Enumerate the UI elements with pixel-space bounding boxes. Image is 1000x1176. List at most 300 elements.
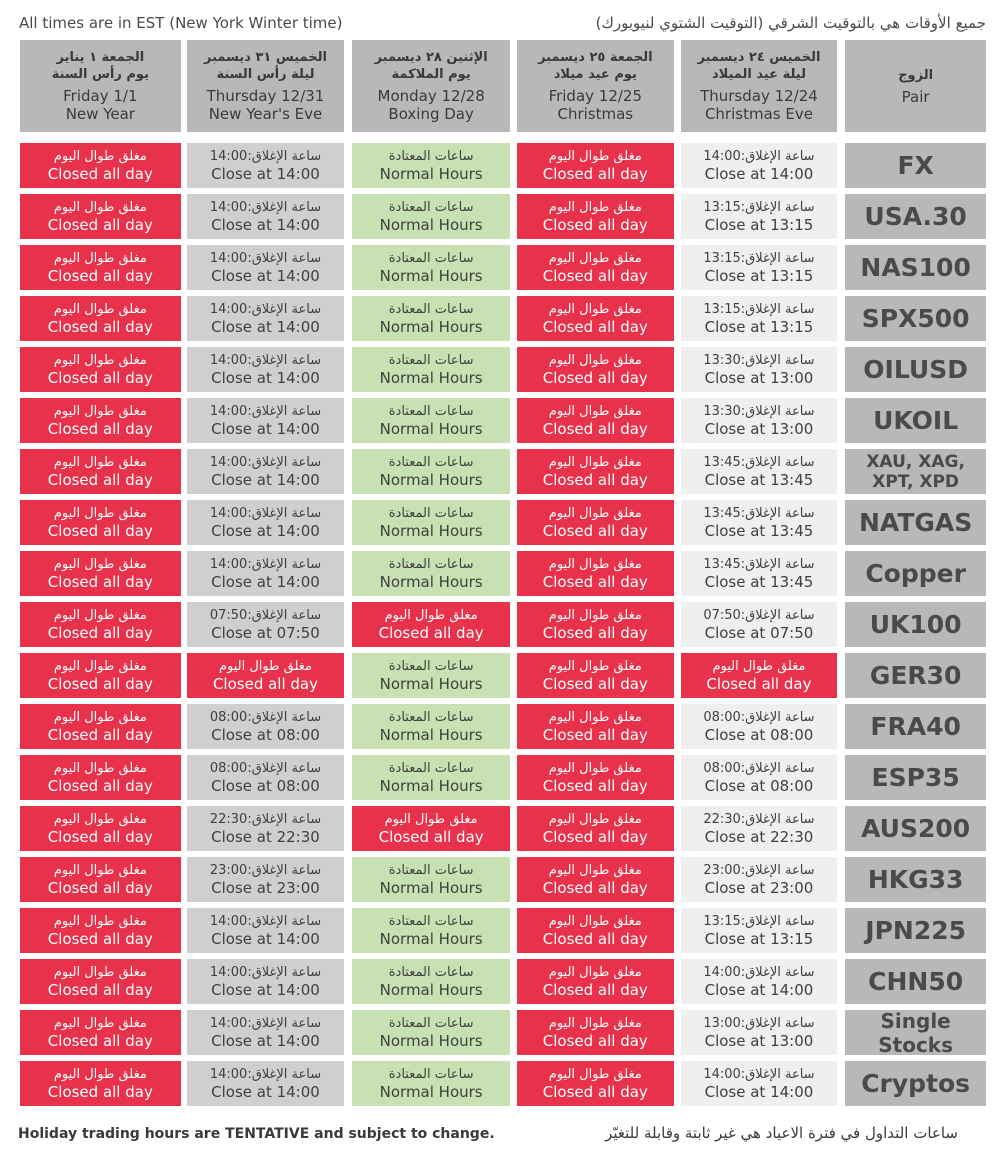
status-close-time-cell bbox=[187, 194, 345, 239]
status-text-en: Closed all day bbox=[47, 828, 153, 846]
status-closed-cell bbox=[517, 908, 674, 953]
table-row bbox=[20, 194, 986, 239]
status-closed-cell bbox=[352, 806, 510, 851]
pair-label: HKG33 bbox=[845, 857, 986, 902]
status-text-en: Close at 08:00 bbox=[211, 726, 320, 744]
status-close-time-cell bbox=[681, 602, 838, 647]
status-text-ar: ساعة الإغلاق:14:00 bbox=[209, 353, 322, 368]
status-text-en: Closed all day bbox=[542, 369, 648, 387]
status-closed-cell bbox=[20, 1010, 181, 1055]
status-text-ar: ساعة الإغلاق:13:15 bbox=[703, 251, 815, 266]
status-text-en: Closed all day bbox=[542, 267, 648, 285]
status-text-en: Normal Hours bbox=[379, 879, 483, 897]
status-text-ar: ساعة الإغلاق:14:00 bbox=[209, 251, 322, 266]
status-normal-cell bbox=[352, 704, 510, 749]
status-text-en: Closed all day bbox=[542, 573, 648, 591]
status-text-en: Closed all day bbox=[47, 471, 153, 489]
status-text-en: Closed all day bbox=[47, 369, 153, 387]
table-row bbox=[20, 755, 986, 800]
header-en-line1: Friday 1/1 bbox=[63, 87, 138, 105]
status-text-en: Close at 13:45 bbox=[704, 471, 814, 489]
status-text-ar: ساعات المعتادة bbox=[388, 914, 474, 929]
status-text-ar: ساعة الإغلاق:13:30 bbox=[703, 353, 815, 368]
status-closed-cell bbox=[20, 959, 181, 1004]
status-text-en: Closed all day bbox=[542, 777, 648, 795]
table-row bbox=[20, 551, 986, 596]
status-text-ar: ساعة الإغلاق:14:00 bbox=[209, 914, 322, 929]
table-row bbox=[20, 806, 986, 851]
header-en-line1: Thursday 12/31 bbox=[206, 87, 325, 105]
header-ar-line1: الجمعة ١ يناير bbox=[56, 50, 145, 65]
status-text-en: Normal Hours bbox=[379, 318, 483, 336]
status-text-ar: ساعة الإغلاق:14:00 bbox=[209, 1016, 322, 1031]
header-en-line1: Monday 12/28 bbox=[377, 87, 485, 105]
table-row bbox=[20, 500, 986, 545]
status-text-en: Close at 23:00 bbox=[704, 879, 814, 897]
status-text-ar: ساعة الإغلاق:13:00 bbox=[703, 1016, 815, 1031]
status-closed-cell bbox=[517, 296, 674, 341]
status-text-en: Close at 14:00 bbox=[211, 522, 320, 540]
status-text-en: Normal Hours bbox=[379, 522, 483, 540]
header-en-line1: Friday 12/25 bbox=[548, 87, 643, 105]
status-text-ar: مغلق طوال اليوم bbox=[548, 506, 642, 521]
status-close-time-cell bbox=[681, 449, 838, 494]
status-text-ar: ساعة الإغلاق:23:00 bbox=[703, 863, 815, 878]
status-text-ar: مغلق طوال اليوم bbox=[53, 149, 147, 164]
table-row bbox=[20, 653, 986, 698]
status-text-ar: ساعة الإغلاق:13:15 bbox=[703, 200, 815, 215]
status-text-en: Close at 07:50 bbox=[704, 624, 814, 642]
status-normal-cell bbox=[352, 959, 510, 1004]
status-text-ar: مغلق طوال اليوم bbox=[548, 149, 642, 164]
status-text-en: Close at 14:00 bbox=[211, 1083, 320, 1101]
status-close-time-cell bbox=[681, 143, 838, 188]
status-closed-cell bbox=[20, 245, 181, 290]
status-normal-cell bbox=[352, 194, 510, 239]
status-closed-cell bbox=[20, 143, 181, 188]
status-text-en: Closed all day bbox=[542, 522, 648, 540]
status-text-en: Close at 13:15 bbox=[704, 930, 814, 948]
status-text-en: Close at 22:30 bbox=[211, 828, 320, 846]
status-close-time-cell bbox=[187, 1010, 345, 1055]
pair-label: Copper bbox=[845, 551, 986, 596]
header-en-line2: New Year bbox=[65, 105, 135, 123]
pair-label: FRA40 bbox=[845, 704, 986, 749]
status-text-en: Close at 08:00 bbox=[211, 777, 320, 795]
header-ar-line1: الزوج bbox=[898, 67, 934, 83]
status-text-en: Closed all day bbox=[542, 981, 648, 999]
status-text-ar: ساعات المعتادة bbox=[388, 761, 474, 776]
status-text-ar: مغلق طوال اليوم bbox=[548, 353, 642, 368]
status-closed-cell bbox=[517, 755, 674, 800]
status-text-en: Normal Hours bbox=[379, 726, 483, 744]
status-text-ar: ساعة الإغلاق:14:00 bbox=[209, 302, 322, 317]
status-close-time-cell bbox=[187, 296, 345, 341]
status-closed-cell bbox=[517, 1061, 674, 1106]
status-closed-cell bbox=[517, 1010, 674, 1055]
status-text-ar: ساعة الإغلاق:22:30 bbox=[209, 812, 322, 827]
status-text-ar: مغلق طوال اليوم bbox=[53, 863, 147, 878]
status-text-ar: مغلق طوال اليوم bbox=[548, 761, 642, 776]
header-en-line2: New Year's Eve bbox=[208, 105, 323, 123]
status-close-time-cell bbox=[187, 449, 345, 494]
header-ar-line2: يوم عيد ميلاد bbox=[553, 67, 637, 82]
status-text-en: Closed all day bbox=[47, 879, 153, 897]
table-row bbox=[20, 398, 986, 443]
status-closed-cell bbox=[20, 398, 181, 443]
pair-label: NAS100 bbox=[845, 245, 986, 290]
status-text-ar: مغلق طوال اليوم bbox=[53, 557, 147, 572]
status-text-ar: ساعة الإغلاق:13:45 bbox=[703, 557, 815, 572]
header-en-line2: Boxing Day bbox=[388, 105, 474, 123]
status-closed-cell bbox=[517, 551, 674, 596]
status-close-time-cell bbox=[187, 1061, 345, 1106]
status-close-time-cell bbox=[187, 602, 345, 647]
status-text-en: Close at 13:15 bbox=[704, 318, 814, 336]
status-close-time-cell bbox=[681, 398, 838, 443]
status-text-ar: مغلق طوال اليوم bbox=[548, 1016, 642, 1031]
status-text-en: Closed all day bbox=[542, 318, 648, 336]
status-close-time-cell bbox=[187, 551, 345, 596]
status-close-time-cell bbox=[681, 1061, 838, 1106]
status-closed-cell bbox=[517, 398, 674, 443]
status-text-en: Closed all day bbox=[212, 675, 318, 693]
status-closed-cell bbox=[20, 908, 181, 953]
status-text-en: Close at 14:00 bbox=[211, 930, 320, 948]
status-text-en: Close at 14:00 bbox=[704, 1083, 814, 1101]
status-close-time-cell bbox=[187, 143, 345, 188]
table-row bbox=[20, 245, 986, 290]
status-close-time-cell bbox=[187, 347, 345, 392]
status-text-en: Close at 14:00 bbox=[211, 216, 320, 234]
status-text-ar: ساعة الإغلاق:08:00 bbox=[703, 710, 815, 725]
status-close-time-cell bbox=[681, 347, 838, 392]
status-text-ar: مغلق طوال اليوم bbox=[548, 302, 642, 317]
status-text-ar: ساعات المعتادة bbox=[388, 659, 474, 674]
status-closed-cell bbox=[517, 500, 674, 545]
status-text-en: Normal Hours bbox=[379, 1083, 483, 1101]
status-closed-cell bbox=[517, 704, 674, 749]
status-text-ar: مغلق طوال اليوم bbox=[712, 659, 806, 674]
status-text-en: Close at 14:00 bbox=[211, 981, 320, 999]
header-new-years-eve bbox=[187, 40, 345, 132]
status-closed-cell bbox=[517, 143, 674, 188]
status-text-en: Normal Hours bbox=[379, 420, 483, 438]
status-text-ar: مغلق طوال اليوم bbox=[548, 455, 642, 470]
header-ar-line1: الإثنين ٢٨ ديسمبر bbox=[374, 50, 488, 65]
status-text-ar: مغلق طوال اليوم bbox=[548, 659, 642, 674]
status-text-ar: ساعات المعتادة bbox=[388, 1016, 474, 1031]
header-en-line2: Christmas Eve bbox=[704, 105, 813, 123]
status-text-en: Close at 23:00 bbox=[211, 879, 320, 897]
disclaimer-en: Holiday trading hours are TENTATIVE and subject to change. bbox=[18, 1126, 495, 1142]
status-text-ar: ساعات المعتادة bbox=[388, 965, 474, 980]
timezone-note-ar: جميع الأوقات هي بالتوقيت الشرقي (التوقيت الشتوي لنيويورك) bbox=[595, 14, 986, 32]
status-text-ar: ساعة الإغلاق:14:00 bbox=[703, 1067, 815, 1082]
status-text-en: Close at 14:00 bbox=[704, 981, 814, 999]
status-closed-cell bbox=[517, 194, 674, 239]
status-close-time-cell bbox=[187, 908, 345, 953]
table-row bbox=[20, 908, 986, 953]
status-text-ar: ساعة الإغلاق:14:00 bbox=[209, 149, 322, 164]
header-new-year bbox=[20, 40, 181, 132]
pair-label: SPX500 bbox=[845, 296, 986, 341]
status-text-en: Normal Hours bbox=[379, 675, 483, 693]
table-row bbox=[20, 1061, 986, 1106]
status-text-en: Closed all day bbox=[542, 675, 648, 693]
status-close-time-cell bbox=[187, 755, 345, 800]
status-text-en: Close at 13:15 bbox=[704, 267, 814, 285]
status-text-ar: ساعة الإغلاق:13:15 bbox=[703, 914, 815, 929]
status-close-time-cell bbox=[681, 806, 838, 851]
status-close-time-cell bbox=[187, 245, 345, 290]
header-christmas bbox=[517, 40, 674, 132]
status-close-time-cell bbox=[681, 857, 838, 902]
status-text-en: Normal Hours bbox=[379, 777, 483, 795]
status-close-time-cell bbox=[681, 500, 838, 545]
status-close-time-cell bbox=[681, 551, 838, 596]
pair-label: AUS200 bbox=[845, 806, 986, 851]
status-text-en: Close at 13:00 bbox=[704, 420, 814, 438]
table-row bbox=[20, 704, 986, 749]
status-text-ar: ساعات المعتادة bbox=[388, 710, 474, 725]
status-text-en: Closed all day bbox=[47, 216, 153, 234]
status-text-en: Close at 13:00 bbox=[704, 369, 814, 387]
status-text-en: Normal Hours bbox=[379, 981, 483, 999]
status-text-ar: مغلق طوال اليوم bbox=[53, 404, 147, 419]
status-closed-cell bbox=[20, 347, 181, 392]
status-close-time-cell bbox=[681, 245, 838, 290]
holiday-hours-table bbox=[20, 40, 986, 1112]
status-text-ar: مغلق طوال اليوم bbox=[548, 608, 642, 623]
status-text-ar: ساعة الإغلاق:14:00 bbox=[209, 965, 322, 980]
status-text-ar: ساعة الإغلاق:13:30 bbox=[703, 404, 815, 419]
status-text-ar: مغلق طوال اليوم bbox=[53, 302, 147, 317]
status-text-en: Closed all day bbox=[542, 471, 648, 489]
status-closed-cell bbox=[20, 500, 181, 545]
status-text-ar: مغلق طوال اليوم bbox=[53, 353, 147, 368]
header-ar-line2: ليلة عيد الميلاد bbox=[711, 67, 806, 82]
status-text-en: Close at 13:45 bbox=[704, 573, 814, 591]
status-text-ar: ساعات المعتادة bbox=[388, 353, 474, 368]
status-text-en: Normal Hours bbox=[379, 471, 483, 489]
status-text-ar: مغلق طوال اليوم bbox=[384, 608, 478, 623]
status-text-ar: ساعات المعتادة bbox=[388, 251, 474, 266]
status-text-ar: مغلق طوال اليوم bbox=[53, 812, 147, 827]
pair-label: FX bbox=[845, 143, 986, 188]
status-text-ar: مغلق طوال اليوم bbox=[548, 710, 642, 725]
pair-label: USA.30 bbox=[845, 194, 986, 239]
table-row bbox=[20, 1010, 986, 1055]
status-text-en: Normal Hours bbox=[379, 1032, 483, 1050]
status-normal-cell bbox=[352, 755, 510, 800]
status-normal-cell bbox=[352, 143, 510, 188]
status-close-time-cell bbox=[681, 1010, 838, 1055]
status-close-time-cell bbox=[681, 296, 838, 341]
status-text-ar: ساعة الإغلاق:22:30 bbox=[703, 812, 815, 827]
status-text-ar: ساعة الإغلاق:14:00 bbox=[209, 1067, 322, 1082]
status-close-time-cell bbox=[681, 194, 838, 239]
status-closed-cell bbox=[20, 1061, 181, 1106]
status-text-ar: ساعة الإغلاق:08:00 bbox=[209, 710, 322, 725]
status-closed-cell bbox=[517, 449, 674, 494]
status-text-en: Close at 13:45 bbox=[704, 522, 814, 540]
status-closed-cell bbox=[517, 653, 674, 698]
status-text-ar: مغلق طوال اليوم bbox=[53, 710, 147, 725]
status-text-ar: ساعات المعتادة bbox=[388, 557, 474, 572]
status-text-ar: ساعة الإغلاق:14:00 bbox=[209, 455, 322, 470]
status-text-en: Closed all day bbox=[542, 828, 648, 846]
pair-label: OILUSD bbox=[845, 347, 986, 392]
status-text-en: Close at 14:00 bbox=[211, 1032, 320, 1050]
header-pair bbox=[845, 40, 986, 132]
pair-label: Cryptos bbox=[845, 1061, 986, 1106]
status-closed-cell bbox=[517, 245, 674, 290]
status-closed-cell bbox=[517, 347, 674, 392]
table-row bbox=[20, 296, 986, 341]
status-text-ar: ساعة الإغلاق:14:00 bbox=[209, 506, 322, 521]
pair-label: GER30 bbox=[845, 653, 986, 698]
status-normal-cell bbox=[352, 653, 510, 698]
header-boxing-day bbox=[352, 40, 510, 132]
status-text-en: Close at 08:00 bbox=[704, 777, 814, 795]
header-en-line1: Thursday 12/24 bbox=[700, 87, 818, 105]
status-text-en: Closed all day bbox=[378, 828, 484, 846]
status-text-ar: مغلق طوال اليوم bbox=[53, 455, 147, 470]
pair-label: XAU, XAG, XPT, XPD bbox=[845, 449, 986, 494]
status-text-en: Closed all day bbox=[706, 675, 812, 693]
status-text-ar: ساعة الإغلاق:14:00 bbox=[209, 200, 322, 215]
table-row bbox=[20, 143, 986, 188]
status-text-en: Closed all day bbox=[47, 522, 153, 540]
status-text-en: Close at 13:15 bbox=[704, 216, 814, 234]
status-text-en: Normal Hours bbox=[379, 369, 483, 387]
status-text-ar: مغلق طوال اليوم bbox=[53, 761, 147, 776]
status-text-en: Closed all day bbox=[542, 165, 648, 183]
status-text-en: Closed all day bbox=[542, 216, 648, 234]
status-text-ar: ساعة الإغلاق:07:50 bbox=[209, 608, 322, 623]
timezone-note-en: All times are in EST (New York Winter time) bbox=[19, 14, 343, 32]
status-closed-cell bbox=[20, 551, 181, 596]
status-text-en: Closed all day bbox=[47, 981, 153, 999]
status-closed-cell bbox=[352, 602, 510, 647]
status-text-ar: مغلق طوال اليوم bbox=[548, 1067, 642, 1082]
status-closed-cell bbox=[20, 755, 181, 800]
pair-label: ESP35 bbox=[845, 755, 986, 800]
status-text-ar: مغلق طوال اليوم bbox=[548, 812, 642, 827]
header-en-line2: Christmas bbox=[557, 105, 634, 123]
status-normal-cell bbox=[352, 398, 510, 443]
status-closed-cell bbox=[517, 602, 674, 647]
status-close-time-cell bbox=[187, 806, 345, 851]
status-closed-cell bbox=[20, 653, 181, 698]
status-text-en: Closed all day bbox=[47, 573, 153, 591]
status-text-en: Normal Hours bbox=[379, 930, 483, 948]
status-normal-cell bbox=[352, 449, 510, 494]
header-en-line1: Pair bbox=[901, 87, 930, 106]
status-text-ar: ساعة الإغلاق:08:00 bbox=[209, 761, 322, 776]
status-text-en: Close at 07:50 bbox=[211, 624, 320, 642]
status-text-ar: مغلق طوال اليوم bbox=[218, 659, 312, 674]
status-closed-cell bbox=[517, 806, 674, 851]
status-close-time-cell bbox=[681, 959, 838, 1004]
status-text-ar: مغلق طوال اليوم bbox=[53, 251, 147, 266]
status-text-ar: مغلق طوال اليوم bbox=[384, 812, 478, 827]
status-close-time-cell bbox=[187, 500, 345, 545]
status-text-ar: ساعة الإغلاق:08:00 bbox=[703, 761, 815, 776]
status-text-en: Closed all day bbox=[378, 624, 484, 642]
status-text-en: Closed all day bbox=[542, 879, 648, 897]
status-text-en: Closed all day bbox=[47, 624, 153, 642]
header-ar-line2: يوم رأس السنة bbox=[51, 67, 149, 82]
status-closed-cell bbox=[20, 449, 181, 494]
status-text-ar: مغلق طوال اليوم bbox=[53, 914, 147, 929]
status-text-ar: ساعة الإغلاق:13:45 bbox=[703, 506, 815, 521]
status-text-en: Closed all day bbox=[542, 420, 648, 438]
status-text-ar: مغلق طوال اليوم bbox=[548, 965, 642, 980]
status-text-en: Close at 22:30 bbox=[704, 828, 814, 846]
status-closed-cell bbox=[20, 806, 181, 851]
status-text-en: Closed all day bbox=[542, 1083, 648, 1101]
status-text-en: Close at 08:00 bbox=[704, 726, 814, 744]
status-text-en: Close at 14:00 bbox=[211, 420, 320, 438]
status-text-ar: مغلق طوال اليوم bbox=[548, 200, 642, 215]
status-text-en: Closed all day bbox=[542, 930, 648, 948]
status-text-ar: ساعة الإغلاق:14:00 bbox=[209, 557, 322, 572]
status-text-en: Close at 14:00 bbox=[211, 369, 320, 387]
header-ar-line2: ليلة رأس السنة bbox=[216, 67, 315, 82]
status-text-en: Closed all day bbox=[47, 777, 153, 795]
pair-label: UKOIL bbox=[845, 398, 986, 443]
status-text-ar: ساعات المعتادة bbox=[388, 404, 474, 419]
status-text-en: Closed all day bbox=[542, 1032, 648, 1050]
status-text-ar: ساعات المعتادة bbox=[388, 302, 474, 317]
status-text-en: Closed all day bbox=[542, 726, 648, 744]
status-text-en: Closed all day bbox=[542, 624, 648, 642]
header-ar-line1: الخميس ٣١ ديسمبر bbox=[204, 50, 327, 65]
pair-label: JPN225 bbox=[845, 908, 986, 953]
status-text-ar: مغلق طوال اليوم bbox=[548, 251, 642, 266]
status-normal-cell bbox=[352, 908, 510, 953]
status-closed-cell bbox=[20, 296, 181, 341]
table-row bbox=[20, 347, 986, 392]
status-text-en: Close at 14:00 bbox=[211, 573, 320, 591]
status-close-time-cell bbox=[187, 959, 345, 1004]
status-closed-cell bbox=[187, 653, 345, 698]
status-text-ar: ساعات المعتادة bbox=[388, 863, 474, 878]
table-row bbox=[20, 602, 986, 647]
status-text-ar: مغلق طوال اليوم bbox=[548, 557, 642, 572]
status-text-en: Closed all day bbox=[47, 1032, 153, 1050]
status-text-en: Close at 14:00 bbox=[211, 165, 320, 183]
status-text-en: Closed all day bbox=[47, 267, 153, 285]
status-text-en: Closed all day bbox=[47, 420, 153, 438]
status-text-en: Normal Hours bbox=[379, 267, 483, 285]
status-text-en: Close at 14:00 bbox=[704, 165, 814, 183]
status-text-ar: مغلق طوال اليوم bbox=[548, 404, 642, 419]
status-closed-cell bbox=[681, 653, 838, 698]
status-text-en: Close at 14:00 bbox=[211, 267, 320, 285]
status-text-en: Normal Hours bbox=[379, 573, 483, 591]
status-normal-cell bbox=[352, 551, 510, 596]
table-body bbox=[20, 143, 986, 1106]
status-normal-cell bbox=[352, 1010, 510, 1055]
pair-label: CHN50 bbox=[845, 959, 986, 1004]
header-row bbox=[20, 40, 986, 143]
status-closed-cell bbox=[20, 194, 181, 239]
status-text-ar: ساعات المعتادة bbox=[388, 1067, 474, 1082]
status-text-ar: ساعة الإغلاق:07:50 bbox=[703, 608, 815, 623]
